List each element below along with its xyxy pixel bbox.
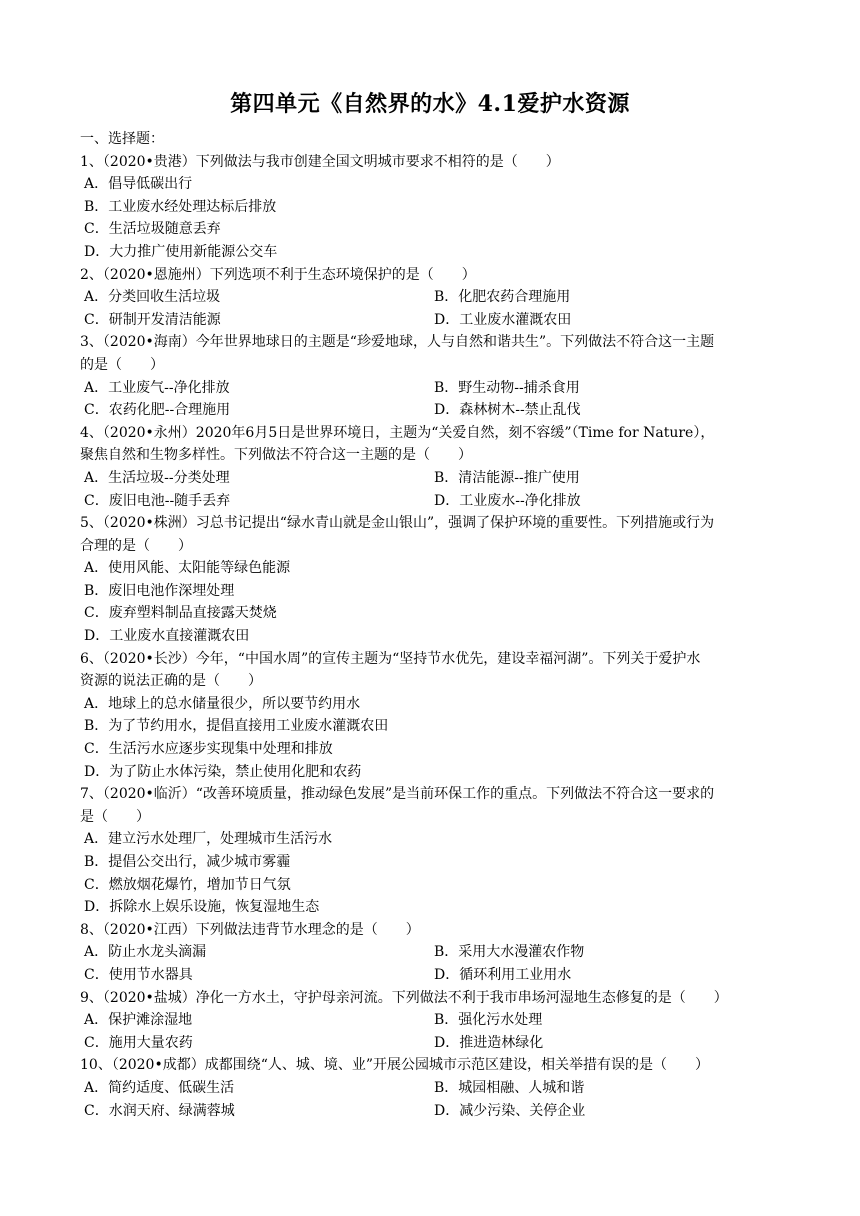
option-row [80, 490, 780, 513]
option-d: D．工业废水灌溉农田 [434, 311, 572, 328]
question-3 [80, 331, 780, 421]
option-c: C．废弃塑料制品直接露天焚烧 [84, 605, 277, 622]
question-stem-line: 资源的说法正确的是（ ） [80, 673, 262, 690]
option-d: D．为了防止水体污染，禁止使用化肥和农药 [84, 763, 362, 780]
option-a: A．地球上的总水储量很少，所以要节约用水 [84, 695, 361, 712]
question-stem: 2、（2020•恩施州）下列选项不利于生态环境保护的是（ ） [80, 266, 476, 283]
option-row [80, 377, 780, 400]
option-a: A．倡导低碳出行 [84, 176, 193, 193]
option-b: B．城园相融、人城和谐 [434, 1079, 585, 1096]
option-a: A．生活垃圾--分类处理 [84, 469, 230, 486]
option-b: B．清洁能源--推广使用 [434, 469, 580, 486]
option-b: B．化肥农药合理施用 [434, 289, 571, 306]
question-stem: 8、（2020•江西）下列做法违背节水理念的是（ ） [80, 921, 420, 938]
option-row [80, 309, 780, 332]
question-7 [80, 783, 780, 919]
option-a: A．建立污水处理厂，处理城市生活污水 [84, 831, 333, 848]
option-d: D．工业废水直接灌溉农田 [84, 628, 250, 645]
option-d: D．拆除水上娱乐设施，恢复湿地生态 [84, 899, 320, 916]
page-title: 第四单元《自然界的水》4.1爱护水资源 [230, 91, 630, 117]
question-10 [80, 1054, 780, 1122]
option-a: A．工业废气--净化排放 [84, 379, 230, 396]
option-d: D．工业废水--净化排放 [434, 492, 581, 509]
option-c: C．燃放烟花爆竹，增加节日气氛 [84, 876, 291, 893]
option-a: A．使用风能、太阳能等绿色能源 [84, 560, 291, 577]
option-a: A．分类回收生活垃圾 [84, 289, 221, 306]
option-b: B．提倡公交出行，减少城市雾霾 [84, 854, 291, 870]
question-stem-line: 5、（2020•株洲）习总书记提出“绿水青山就是金山银山”，强调了保护环境的重要性。下列措施或行为 [80, 515, 715, 532]
question-5 [80, 512, 780, 648]
option-a: A．防止水龙头滴漏 [84, 944, 207, 961]
option-row [80, 1009, 780, 1032]
option-a: A．保护滩涂湿地 [84, 1012, 193, 1029]
option-row [80, 1077, 780, 1100]
question-stem-line: 的是（ ） [80, 356, 164, 373]
question-list [80, 128, 780, 1122]
question-6 [80, 648, 780, 784]
question-8 [80, 919, 780, 987]
option-row [80, 286, 780, 309]
question-stem-line: 聚焦自然和生物多样性。下列做法不符合这一主题的是（ ） [80, 447, 472, 464]
option-row [80, 941, 780, 964]
option-b: B．为了节约用水，提倡直接用工业废水灌溉农田 [84, 718, 389, 735]
option-row [80, 964, 780, 987]
option-b: B．野生动物--捕杀食用 [434, 379, 580, 396]
question-stem-line: 4、（2020•永州）2020年6月5日是世界环境日，主题为“关爱自然，刻不容缓”（Time for Nature）， [80, 424, 715, 441]
option-d: D．推进造林绿化 [434, 1034, 544, 1051]
option-row [80, 467, 780, 490]
option-b: B．工业废水经处理达标后排放 [84, 198, 277, 215]
option-c: C．研制开发清洁能源 [84, 311, 221, 328]
option-b: B．强化污水处理 [434, 1012, 543, 1029]
option-d: D．大力推广使用新能源公交车 [84, 243, 278, 260]
option-a: A．简约适度、低碳生活 [84, 1079, 235, 1096]
option-b: B．废旧电池作深埋处理 [84, 582, 235, 599]
option-c: C．生活垃圾随意丢弃 [84, 221, 221, 238]
question-4 [80, 422, 780, 512]
question-2 [80, 264, 780, 332]
option-c: C．农药化肥--合理施用 [84, 402, 231, 419]
question-stem-line: 3、（2020•海南）今年世界地球日的主题是“珍爱地球，人与自然和谐共生”。下列做法不符合这一主题 [80, 334, 715, 351]
question-stem-line: 7、（2020•临沂）“改善环境质量，推动绿色发展”是当前环保工作的重点。下列做法不符合这一要求的 [80, 786, 715, 803]
option-row [80, 1100, 780, 1123]
option-c: C．生活污水应逐步实现集中处理和排放 [84, 741, 333, 758]
question-1 [80, 151, 780, 264]
option-b: B．采用大水漫灌农作物 [434, 944, 585, 961]
section-heading: 一、选择题： [80, 131, 164, 147]
option-c: C．水润天府、绿满蓉城 [84, 1102, 235, 1119]
option-d: D．森林树木--禁止乱伐 [434, 402, 581, 419]
question-stem-line: 6、（2020•长沙）今年，“中国水周”的宣传主题为“坚持节水优先，建设幸福河湖”。下列关于爱护水 [80, 650, 701, 667]
option-c: C．使用节水器具 [84, 966, 193, 983]
question-stem-line: 是（ ） [80, 808, 150, 825]
option-d: D．减少污染、关停企业 [434, 1102, 586, 1119]
question-stem: 1、（2020•贵港）下列做法与我市创建全国文明城市要求不相符的是（ ） [80, 153, 560, 170]
question-9 [80, 987, 780, 1055]
option-row [80, 399, 780, 422]
question-stem: 9、（2020•盐城）净化一方水土，守护母亲河流。下列做法不利于我市串场河湿地生态修复的是（ ） [80, 989, 728, 1006]
option-c: C．施用大量农药 [84, 1034, 193, 1051]
question-stem-line: 合理的是（ ） [80, 537, 192, 554]
question-stem: 10、（2020•成都）成都围绕“人、城、境、业”开展公园城市示范区建设，相关举措有误的是（ ） [80, 1057, 710, 1074]
option-row [80, 1032, 780, 1055]
option-d: D．循环利用工业用水 [434, 966, 572, 983]
option-c: C．废旧电池--随手丢弃 [84, 492, 231, 509]
